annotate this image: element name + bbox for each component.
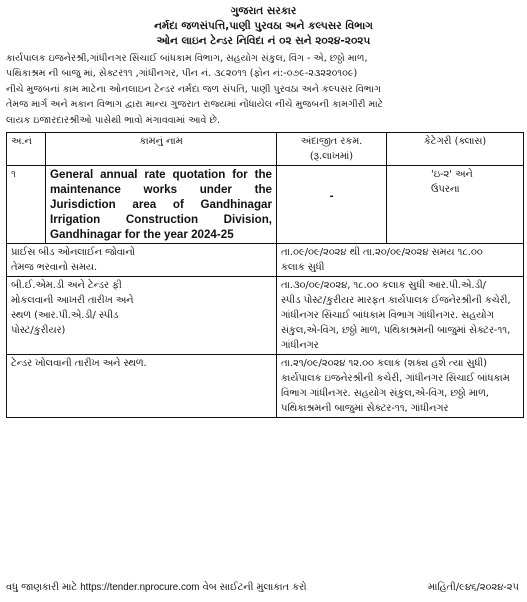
footer [6,581,521,595]
footer-text-after: વેબ સાઈટની મુલાકાત કરો [202,582,307,593]
estimate-header-line1: અંદાજીત રકમ. [300,136,363,148]
opening-value-line4: પથિકાશ્રમની બાજુમાં સેક્ટર-૧૧, ગાંધીનગર [281,403,449,415]
work-description: General annual rate quotation for the maintenance works under the Jurisdiction area of Gandhinagar Irrigation Construction Division, Gandhinagar for the year 2024-25 [50,168,272,242]
row1-estimate [277,166,387,244]
col-header-work: કામનું નામ [46,133,277,166]
emd-value-line3: ગાંધીનગર સિંચાઈ બાંધકામ વિભાગ ગાંધીનગર. સહયોગ [281,310,494,322]
table-row [7,355,524,418]
col-header-estimate [277,133,387,166]
emd-value-line1: તા.૩૦/૦૯/૨૦૨૪, ૧૮.૦૦ કલાક સુધી આર.પી.એ.ડી/ [281,280,486,292]
intro-line: લાયક ઇજારદારશ્રીઓ પાસેથી ભાવો મંગાવવામાં આવે છે. [6,114,221,126]
tender-table [6,132,524,418]
price-bid-label [7,244,277,277]
footer-url-link[interactable]: https://tender.nprocure.com [80,582,200,593]
table-row [7,277,524,355]
intro-line: તેમજ માર્ગ અને મકાન વિભાગ દ્વારા માન્ય ગુજરાત રાજ્યમાં નોંધાયેલ નીચે મુજબની કામગીરી માટે [6,99,384,111]
category-line2: ઉપરના [431,184,460,196]
opening-value [277,355,524,418]
emd-deadline-label [7,277,277,355]
header-tender-number: ઓન લાઇન ટેન્ડર નિવિદા નં ૦૨ સને ૨૦૨૪-૨૦૨૫ [156,35,371,47]
estimate-header-line2: (રૂ.લાખમાં) [309,151,354,163]
price-bid-label-line2: તેમજ ભરવાનો સમય. [11,262,98,274]
emd-value-line5: ગાંધીનગર [281,340,319,352]
table-row [7,244,524,277]
price-bid-value-line2: કલાક સુધી [281,262,325,274]
price-bid-value [277,244,524,277]
row1-category [387,166,524,244]
opening-value-line3: વિભાગ ગાંધીનગર. સહયોગ સંકુલ,એ-વિંગ, છઠ્ઠો માળ, [281,388,489,400]
intro-line: નીચે મુજબનાં કામ માટેના ઓનલાઇન ટેન્ડર નર્મદા જળ સંપતિ, પાણી પુરવઠા અને કલ્પસર વિભાગ [6,83,381,95]
col-header-no: અ.નં [7,133,46,166]
price-bid-value-line1: તા.૦૯/૦૯/૨૦૨૪ થી તા.૨૦/૦૯/૨૦૨૪ સમય ૧૮.૦૦ [281,247,483,259]
opening-label [7,355,277,418]
opening-value-line2: કાર્યપાલક ઇજનેરશ્રીની કચેરી, ગાંધીનગર સિંચાઈ બાંધકામ [281,373,510,385]
emd-value-line4: સંકુલ,એ-વિંગ, છઠ્ઠો માળ, પથિકાશ્રમની બાજુમાં સેક્ટર-૧૧, [281,325,511,337]
emd-value-line2: સ્પીડ પોસ્ટ/કુરીયર મારફત કાર્યપાલક ઈજનેરશ્રીની કચેરી, [281,295,511,307]
table-header-row [7,133,524,166]
intro-line: કાર્યપાલક ઇજનેરશ્રી,ગાંધીનગર સિંચાઈ બાંધકામ વિભાગ, સહયોગ સંકુલ, વિંગ - એ, છઠ્ઠો માળ, [6,53,368,64]
emd-deadline-value [277,277,524,355]
table-row [7,166,524,244]
footer-reference-number: માહિતી/૯૪૬/૨૦૨૪-૨૫ [428,582,519,593]
header-department: નર્મદા જળસંપત્તિ,પાણી પુરવઠા અને કલ્પસર વિભાગ [154,20,373,32]
header-government: ગુજરાત સરકાર [230,5,297,17]
intro-paragraph [6,51,521,128]
opening-label-text: ટેન્ડર ખોલવાની તારીખ અને સ્થળ. [11,358,147,370]
opening-value-line1: તા.૨૧/૦૯/૨૦૨૪ ૧૨.૦૦ કલાક (શક્ય હશે ત્યા સુધી) [281,358,487,370]
footer-text-before: વધુ જાણકારી માટે [6,582,78,593]
intro-line: પથિકાશ્રમ ની બાજુ માં, સેક્ટર૧૧ ,ગાંધીનગર, પીન નં. ૩૮૨૦૧૧ (ફોન નં:-૦૭૯-૨૩૨૨૦૧૦૯) [6,68,358,80]
emd-label-line4: પોસ્ટ/કુરીયર) [11,325,66,337]
row1-work [46,166,277,244]
col-header-category: કેટેગરી (ક્લાસ) [387,133,524,166]
emd-label-line3: સ્થળ (આર.પી.એ.ડી/ સ્પીડ [11,310,119,322]
price-bid-label-line1: પ્રાઈસ બીડ ઓનલાઈન જોવાનો [11,247,136,259]
emd-label-line1: બી.ઈ.એમ.ડી અને ટેન્ડર ફી [11,280,122,292]
category-line1: 'ઇ-૨' અને [431,169,473,181]
row1-no: ૧ [7,166,46,244]
estimate-value: - [329,191,334,203]
emd-label-line2: મોકલવાની આખરી તારીખ અને [11,295,134,307]
